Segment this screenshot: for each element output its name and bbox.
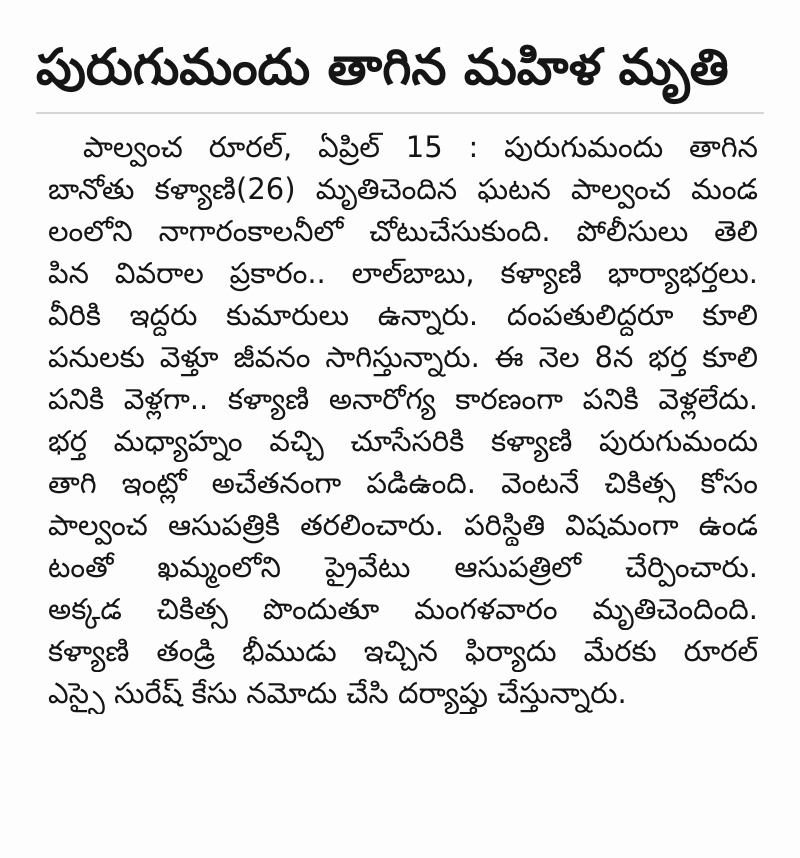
article-line: ఎస్సై సురేష్ కేసు నమోదు చేసి దర్యాప్తు చేస్తున్నారు. (48, 676, 627, 710)
article-line: అక్కడ చికిత్స పొందుతూ మంగళవారం మృతిచెందింది. (48, 592, 758, 626)
article-line: పనికి వెళ్లగా.. కళ్యాణి అనారోగ్య కారణంగా పనికి వెళ్లలేదు. (48, 382, 758, 416)
article-line: తాగి ఇంట్లో అచేతనంగా పడిఉంది. వెంటనే చికిత్స కోసం (48, 466, 758, 500)
article-line: భర్త మధ్యాహ్నం వచ్చి చూసేసరికి కళ్యాణి పురుగుమందు (48, 424, 758, 458)
article-line: కళ్యాణి తండ్రి భీముడు ఇచ్చిన ఫిర్యాదు మేరకు రూరల్ (48, 634, 758, 668)
article-line: బానోతు కళ్యాణి(26) మృతిచెందిన ఘటన పాల్వంచ మండ (48, 172, 758, 206)
article-line: పిన వివరాల ప్రకారం.. లాల్‌బాబు, కళ్యాణి భార్యాభర్తలు. (48, 256, 758, 290)
headline-divider (36, 112, 764, 114)
article-body (48, 126, 758, 840)
article-line: పాల్వంచ రూరల్, ఏప్రిల్ 15 : పురుగుమందు తాగిన (83, 130, 758, 164)
article-headline: పురుగుమందు తాగిన మహిళ మృతి (36, 38, 729, 96)
article-line: పాల్వంచ ఆసుపత్రికి తరలించారు. పరిస్థితి విషమంగా ఉండ (48, 508, 758, 542)
article-line: లంలోని నాగారంకాలనీలో చోటుచేసుకుంది. పోలీసులు తెలి (48, 214, 758, 248)
article-line: టంతో ఖమ్మంలోని ప్రైవేటు ఆసుపత్రిలో చేర్పించారు. (48, 550, 758, 584)
article-line: పనులకు వెళ్తూ జీవనం సాగిస్తున్నారు. ఈ నెల 8న భర్త కూలి (48, 340, 758, 374)
article-line: వీరికి ఇద్దరు కుమారులు ఉన్నారు. దంపతులిద్దరూ కూలి (48, 298, 758, 332)
